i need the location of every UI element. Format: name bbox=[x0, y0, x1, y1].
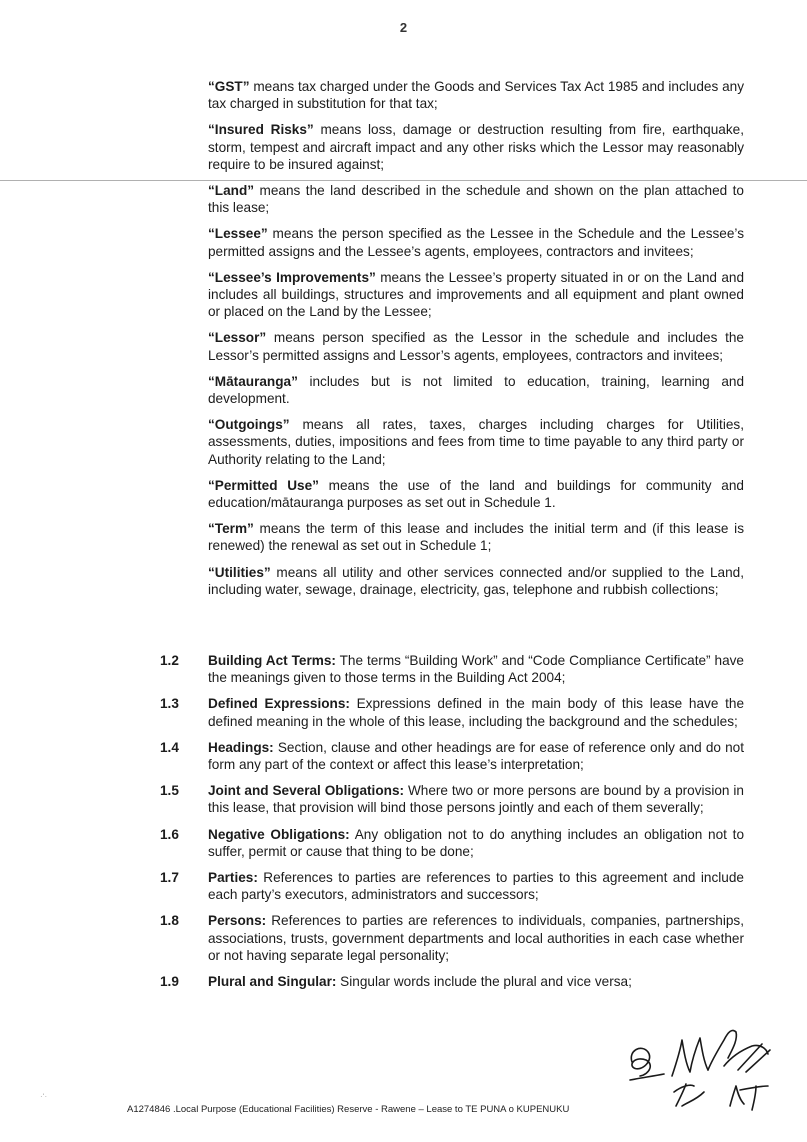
definition-matauranga bbox=[208, 373, 744, 407]
clause-heading: Joint and Several Obligations: bbox=[208, 783, 405, 799]
clause-number: 1.2 bbox=[160, 653, 179, 668]
definition-text: means loss, damage or destruction resulting from fire, earthquake, storm, tempest and aircraft impact and any other risks which the Lessor may reasonably require to be insured against; bbox=[208, 122, 745, 172]
definition-lessee bbox=[208, 225, 744, 259]
clause-body bbox=[208, 826, 744, 860]
definition-text: means the person specified as the Lessee in the Schedule and the Lessee’s permitted assigns and the Lessee’s agents, employees, contractors and invitees; bbox=[208, 226, 744, 259]
clause-heading: Persons: bbox=[208, 913, 267, 929]
definition-lessees-improvements bbox=[208, 269, 744, 321]
definition-text: means all utility and other services connected and/or supplied to the Land, including water, sewage, drainage, electricity, gas, telephone and rubbish collections; bbox=[208, 564, 744, 597]
definition-term: “Permitted Use” bbox=[208, 477, 319, 493]
definition-term: “GST” bbox=[208, 79, 250, 94]
clause-text: Singular words include the plural and vice versa; bbox=[336, 974, 632, 990]
clauses-list bbox=[160, 652, 744, 999]
clause-body bbox=[208, 912, 744, 964]
definition-text: means the land described in the schedule and shown on the plan attached to this lease; bbox=[208, 183, 744, 216]
clause-1-3 bbox=[160, 695, 744, 729]
definition-text: means tax charged under the Goods and Services Tax Act 1985 and includes any tax charged in substitution for that tax; bbox=[208, 79, 744, 112]
clause-text: The terms “Building Work” and “Code Compliance Certificate” have the meanings given to those terms in the Building Act 2004; bbox=[208, 653, 744, 686]
clause-heading: Building Act Terms: bbox=[208, 653, 336, 668]
scan-speck: ·ʻ· bbox=[40, 1092, 48, 1101]
definition-utilities bbox=[208, 564, 744, 598]
clause-body bbox=[208, 652, 744, 686]
clause-body bbox=[208, 695, 744, 729]
clause-text: Where two or more persons are bound by a provision in this lease, that provision will bind those persons jointly and each of them severally; bbox=[208, 783, 744, 816]
clause-heading: Plural and Singular: bbox=[208, 974, 337, 990]
definition-term: “Mātauranga” bbox=[208, 373, 298, 389]
definition-gst bbox=[208, 78, 744, 112]
definition-land bbox=[208, 182, 744, 216]
clause-number: 1.5 bbox=[160, 783, 179, 799]
definition-insured-risks bbox=[208, 121, 744, 173]
definition-text: means the use of the land and buildings for community and education/mātauranga purposes as set out in Schedule 1. bbox=[208, 477, 744, 511]
clause-1-4 bbox=[160, 739, 744, 773]
definition-permitted-use bbox=[208, 477, 744, 511]
clause-text: References to parties are references to parties to this agreement and include each party’s executors, administrators and successors; bbox=[208, 870, 744, 903]
clause-number: 1.7 bbox=[160, 870, 179, 886]
definition-text: means all rates, taxes, charges including charges for Utilities, assessments, duties, impositions and fees from time to time payable to any third party or Authority relating to the Land; bbox=[208, 417, 744, 467]
footer-reference: A1274846 .Local Purpose (Educational Facilities) Reserve - Rawene – Lease to TE PUNA o KUPENUKU bbox=[127, 1104, 570, 1115]
definition-term: “Land” bbox=[208, 183, 255, 199]
clause-heading: Headings: bbox=[208, 739, 274, 755]
clause-number: 1.8 bbox=[160, 913, 179, 929]
clause-number: 1.9 bbox=[160, 974, 179, 990]
definition-text: means the term of this lease and includes the initial term and (if this lease is renewed) the renewal as set out in Schedule 1; bbox=[208, 521, 744, 554]
clause-1-5 bbox=[160, 782, 744, 816]
definition-term: “Lessor” bbox=[208, 330, 267, 346]
definition-text: includes but is not limited to education, training, learning and development. bbox=[208, 373, 744, 407]
definition-term: “Outgoings” bbox=[208, 417, 290, 433]
signature-initials: FL MT bbox=[620, 1010, 623, 1011]
clause-number: 1.4 bbox=[160, 739, 179, 755]
clause-1-9 bbox=[160, 973, 744, 990]
definition-term-entry bbox=[208, 520, 744, 554]
clause-text: Section, clause and other headings are for ease of reference only and do not form any part of the context or affect this lease’s interpretation; bbox=[208, 739, 744, 773]
clause-body bbox=[208, 869, 744, 903]
definition-text: means person specified as the Lessor in the schedule and includes the Lessor’s permitted assigns and Lessor’s agents, employees, contractors and invitees; bbox=[208, 330, 744, 363]
definition-outgoings bbox=[208, 416, 744, 468]
clause-1-8 bbox=[160, 912, 744, 964]
clause-text: Expressions defined in the main body of this lease have the defined meaning in the whole of this lease, including the background and the schedules; bbox=[208, 696, 745, 729]
definition-term: “Lessee” bbox=[208, 226, 268, 242]
handwritten-signatures bbox=[620, 1010, 790, 1120]
clause-1-6 bbox=[160, 826, 744, 860]
definition-lessor bbox=[208, 329, 744, 363]
clause-heading: Negative Obligations: bbox=[208, 826, 350, 842]
clause-body bbox=[208, 782, 744, 816]
definitions-list bbox=[208, 78, 744, 607]
clause-heading: Defined Expressions: bbox=[208, 696, 350, 712]
clause-body bbox=[208, 739, 744, 773]
clause-number: 1.6 bbox=[160, 826, 179, 842]
clause-heading: Parties: bbox=[208, 870, 258, 886]
clause-text: Any obligation not to do anything includes an obligation not to suffer, permit or cause that thing to be done; bbox=[208, 826, 745, 859]
clause-text: References to parties are references to individuals, companies, partnerships, associations, trusts, government departments and local authorities in each case whether or not having separate legal personality; bbox=[208, 913, 744, 963]
definition-term: “Utilities” bbox=[208, 564, 271, 580]
definition-term: “Insured Risks” bbox=[208, 122, 314, 138]
clause-body bbox=[208, 973, 744, 990]
definition-term: “Term” bbox=[208, 521, 254, 537]
clause-number: 1.3 bbox=[160, 696, 179, 712]
clause-1-7 bbox=[160, 869, 744, 903]
clause-1-2 bbox=[160, 652, 744, 686]
definition-text: means the Lessee’s property situated in or on the Land and includes all buildings, structures and improvements and all equipment and plant owned or placed on the Land by the Lessee; bbox=[208, 269, 745, 320]
page-number: 2 bbox=[399, 20, 408, 35]
definition-term: “Lessee’s Improvements” bbox=[208, 269, 376, 285]
